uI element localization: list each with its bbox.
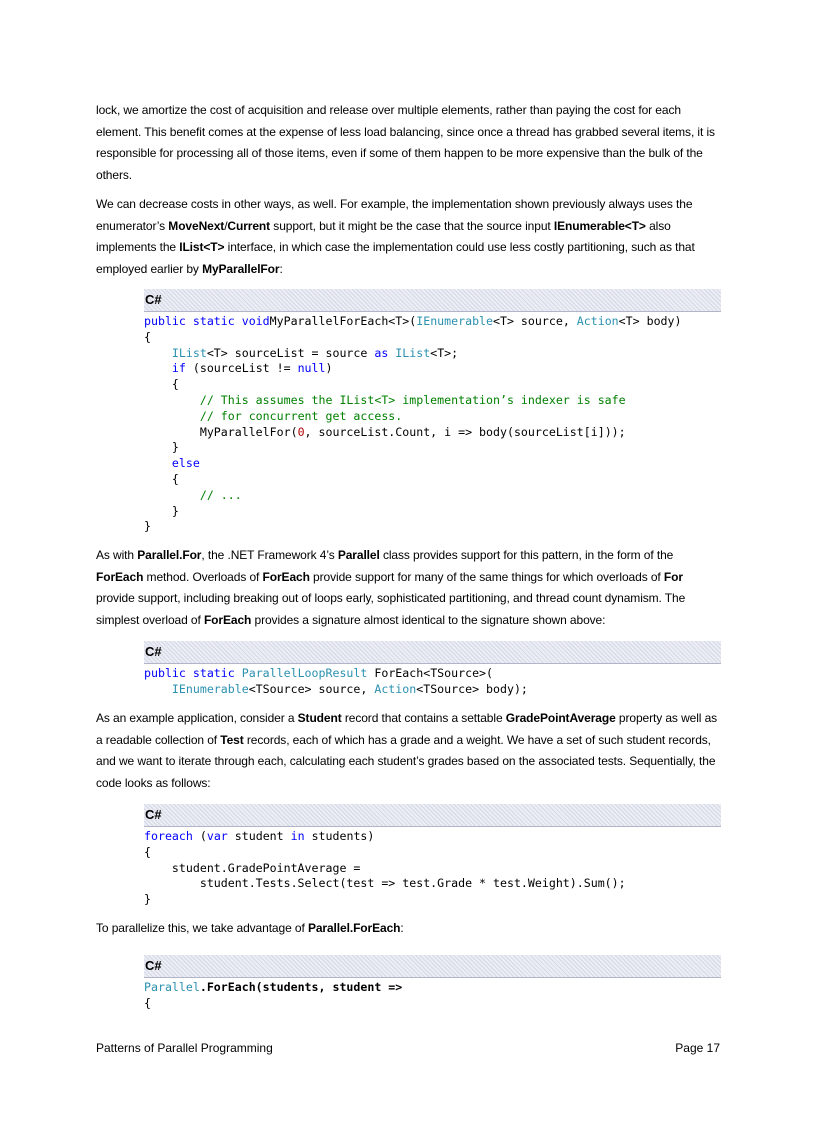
code-block-3 [144,804,721,908]
code-line: // for concurrent get access. [199,408,403,423]
code-line: IEnumerable<TSource> source, Action<TSource> body); [171,681,528,696]
paragraph-4: As an example application, consider a Student record that contains a settable GradePointAverage property as well as a readable collection of Test records, each of which has a grade and a weight. We have a set of such student records, and we want to iterate through each, calculating each student’s grades based on the associated tests. Sequentially, the code looks as follows: [96,711,718,790]
code-line: // ... [199,487,242,502]
code-line: { [144,329,151,344]
code-line: { [144,471,179,486]
footer-title: Patterns of Parallel Programming [96,1041,273,1055]
paragraph-1: lock, we amortize the cost of acquisition and release over multiple elements, rather than paying the cost for each element. This benefit comes at the expense of less load balancing, since once a thread has grabbed several items, it is responsible for processing all of those items, even if some of them happen to be more expensive than the bulk of the others. [96,103,715,182]
code-language-label: C# [144,289,721,312]
code-block-1 [144,289,721,535]
code-language-label: C# [144,955,721,978]
code-line: public static voidMyParallelForEach<T>(IEnumerable<T> source, Action<T> body) [144,314,682,328]
paragraph-5: To parallelize this, we take advantage of Parallel.ForEach: [96,921,404,935]
code-language-label: C# [144,804,721,827]
code-listing [144,827,721,908]
code-line: { [144,995,151,1010]
page-number: Page 17 [675,1041,720,1055]
code-line: } [144,519,151,534]
code-listing [144,978,721,1012]
code-listing [144,312,721,535]
code-block-4 [144,955,721,1012]
code-line: student.Tests.Select(test => test.Grade * test.Weight).Sum(); [144,876,626,891]
code-line: IList<T> sourceList = source as IList<T>; [171,345,459,360]
code-line: student.GradePointAverage = [144,860,361,875]
code-block-2 [144,641,721,698]
paragraph-3: As with Parallel.For, the .NET Framework 4’s Parallel class provides support for this pattern, in the form of the ForEach method. Overloads of ForEach provide support for many of the same things for which overloads of For provide support, including breaking out of loops early, sophisticated partitioning, and thread count dynamism. The simplest overload of ForEach provides a signature almost identical to the signature shown above: [96,548,686,627]
page-footer [96,1040,720,1056]
code-line: { [144,377,179,392]
code-line: // This assumes the IList<T> implementation’s indexer is safe [199,392,626,407]
code-line: MyParallelFor(0, sourceList.Count, i => body(sourceList[i])); [144,424,626,439]
code-line: foreach (var student in students) [144,829,375,843]
code-line: else [171,456,200,471]
paragraph-2: We can decrease costs in other ways, as well. For example, the implementation shown previously always uses the enumerator’s MoveNext/Current support, but it might be the case that the source input IEnumerable<T> also implements the IList<T> interface, in which case the implementation could use less costly partitioning, such as that employed earlier by MyParallelFor: [96,197,695,276]
code-listing [144,664,721,698]
code-line: if (sourceList != null) [171,361,333,376]
code-language-label: C# [144,641,721,664]
code-line: public static ParallelLoopResult ForEach<TSource>( [144,666,494,680]
code-line: } [144,440,179,455]
code-line: Parallel.ForEach(students, student => [144,980,403,994]
code-line: { [144,844,151,859]
code-line: } [144,892,151,907]
code-line: } [144,503,179,518]
